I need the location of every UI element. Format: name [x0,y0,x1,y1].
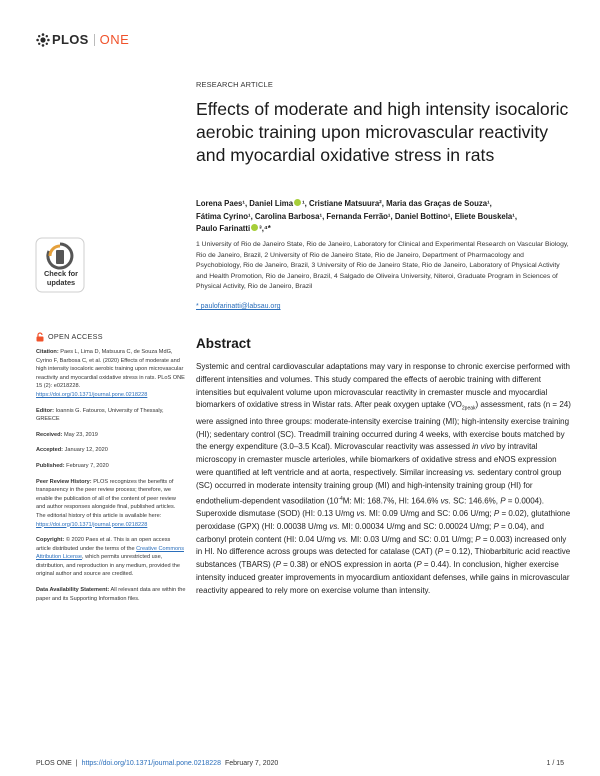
orcid-icon[interactable] [251,224,258,231]
received-date: May 23, 2019 [62,431,98,438]
accepted-date: January 12, 2020 [63,447,108,454]
copyright-text: © 2020 Paes et al. This is an open access article distributed under the terms of the [36,537,171,552]
check-line2: updates [46,277,76,287]
plos-logo-icon [36,33,50,47]
article-type: RESEARCH ARTICLE [196,80,273,89]
peer-review-block [36,478,186,530]
data-availability-block [36,586,186,603]
authors-line3: Paulo Farinatti [196,224,251,234]
authors-line1: Lorena Paes¹, Daniel Lima [196,199,294,208]
authors-line1b: ¹, Cristiane Matsuura², Maria das Graças de Souza¹, [302,199,492,208]
footer-date: February 7, 2020 [224,760,279,767]
citation-text: Paes L, Lima D, Matsuura C, de Souza MdG, Cyrino F, Barbosa C, et al. (2020) Effects of moderate and high intensity isocaloric aerobic training upon microvascular reactivity and myocardial oxidative stress in rats. PLoS ONE 15 (2): e0218228. [36,349,185,390]
citation-block [36,348,186,400]
published-block [36,462,186,471]
check-line1: Check for [43,269,79,278]
orcid-icon[interactable] [294,199,301,206]
abstract-text: Systemic and central cardiovascular adaptations may vary in response to chronic exercise performed with different intensities and volumes. This study compared the effects of aerobic training with different intensities but equivalent volume upon microvascular reactivity in cremaster muscle and myocardial biomarkers of oxidative stress in Wistar rats. After peak oxygen uptake $(VO_{2peak})$ assessment, rats (n = 24) were assigned into three groups: moderate-intensity exercise training (MI); high-intensity exercise training (HI); sedentary control (SC). Treadmill training occurred during 4 weeks, with exercise bouts matched by the energy expenditure (3.0–3.5 Kcal). Microvascular reactivity was assessed in vivo by intravital microscopy in cremaster muscle arterioles, while biomarkers of oxidative stress and eNOS expression were quantified at left ventricle and at aorta, respectively. Similar increasing vs. sedentary control group (SC) occurred in moderate intensity training group (MI) and high-intensity training group (HI) for endothelium-dependent vasodilation ($10^{-4}M$: MI: 168.7%, HI: 164.6% vs. SC: 146.6%, P = 0.0004). Superoxide dismutase (SOD) (HI: 0.13 U/mg vs. MI: 0.09 U/mg and SC: 0.06 U/mg; P = 0.02), glutathione peroxidase (GPX) (HI: 0.00038 U/mg vs. MI: 0.00034 U/mg and SC: 0.00024 U/mg; P = 0.04), and carbonyl protein content (HI: 0.04 U/mg vs. MI: 0.03 U/mg and SC: 0.01 U/mg; P = 0.003) increased only in HI. No difference across groups was detected for catalase (CAT) (P = 0.12), Thiobarbituric acid reactive substances (TBARS) (P = 0.38) or eNOS expression in aorta (P = 0.44). In conclusion, higher exercise intensity induced greater improvements in myocardium antioxidant defenses, while gains in microvascular reactivity appeared to rely more on exercise volume than intensity. [196,362,571,595]
open-access-badge [36,332,186,342]
affiliations: 1 University of Rio de Janeiro State, Rio de Janeiro, Laboratory for Clinical and Experimental Research on Vascular Biology, Rio de Janeiro, Brazil, 2 University of Rio de Janeiro State, Rio de Janeiro, Department of Pharmacology and Psychobiology, Rio de Janeiro, Brazil, 3 University of Rio de Janeiro State, Rio de Janeiro, Laboratory of Physical Activity and Health Promotion, Rio de Janeiro, Brazil, 4 Salgado de Oliveira University, Niteroi, Graduate Program in Sciences of Physical Activity, Rio de Janeiro, Brazil [196,241,569,291]
accepted-label: Accepted: [36,447,64,454]
page-number: 1 / 15 [546,760,564,767]
article-title: Effects of moderate and high intensity isocaloric aerobic training upon microvascular reactivity and myocardial oxidative stress in rats [196,99,569,165]
editor-label: Editor: [36,407,55,414]
footer-separator: | [75,760,78,767]
published-label: Published: [36,462,65,469]
footer-left [36,760,278,767]
authors-line3b: ³,⁴* [259,224,271,234]
article-sidebar [36,332,186,610]
copyright-text-end: , which permits unrestricted use, distribution, and reproduction in any medium, provided the original author and source are credited. [36,554,180,578]
peer-review-link[interactable]: https://doi.org/10.1371/journal.pone.0218228 [36,521,148,528]
data-availability-text: All relevant data are within the paper and its Supporting Information files. [36,587,186,602]
received-label: Received: [36,431,63,438]
brand-divider [94,34,95,46]
received-block [36,431,186,440]
citation-label: Citation: [36,349,59,355]
abstract-heading: Abstract [196,336,251,351]
open-access-label: OPEN ACCESS [48,331,103,341]
brand-name: PLOS [52,32,89,47]
plos-one-logo [36,32,129,47]
data-availability-label: Data Availability Statement: [36,587,110,594]
editor-block [36,407,186,424]
footer-doi-link[interactable]: https://doi.org/10.1371/journal.pone.0218228 [81,760,221,767]
accepted-block [36,446,186,455]
check-for-updates-label[interactable] [36,270,86,287]
copyright-label: Copyright: [36,537,65,544]
footer-journal: PLOS ONE [36,760,72,767]
corresponding-email-link[interactable]: * paulofarinatti@labsau.org [196,303,281,310]
peer-review-text: PLOS recognizes the benefits of transparency in the peer review process; therefore, we enable the publication of all of the content of peer review and author responses alongside final, published articles. The editorial history of this article is available here: [36,478,176,519]
brand-suffix: ONE [99,32,130,47]
author-list [196,198,566,236]
peer-review-label: Peer Review History: [36,478,92,485]
editor-text: Ioannis G. Fatouros, University of Thessaly, GREECE [36,407,164,423]
page-footer [36,760,564,767]
authors-line2: Fátima Cyrino¹, Carolina Barbosa¹, Fernanda Ferrão¹, Daniel Bottino¹, Eliete Bouskela¹, [196,211,518,221]
citation-doi-link[interactable]: https://doi.org/10.1371/journal.pone.0218228 [36,391,148,398]
license-link[interactable]: Creative Commons Attribution License [36,545,184,561]
copyright-block [36,536,186,579]
published-date: February 7, 2020 [64,462,109,469]
open-lock-icon [36,332,44,342]
